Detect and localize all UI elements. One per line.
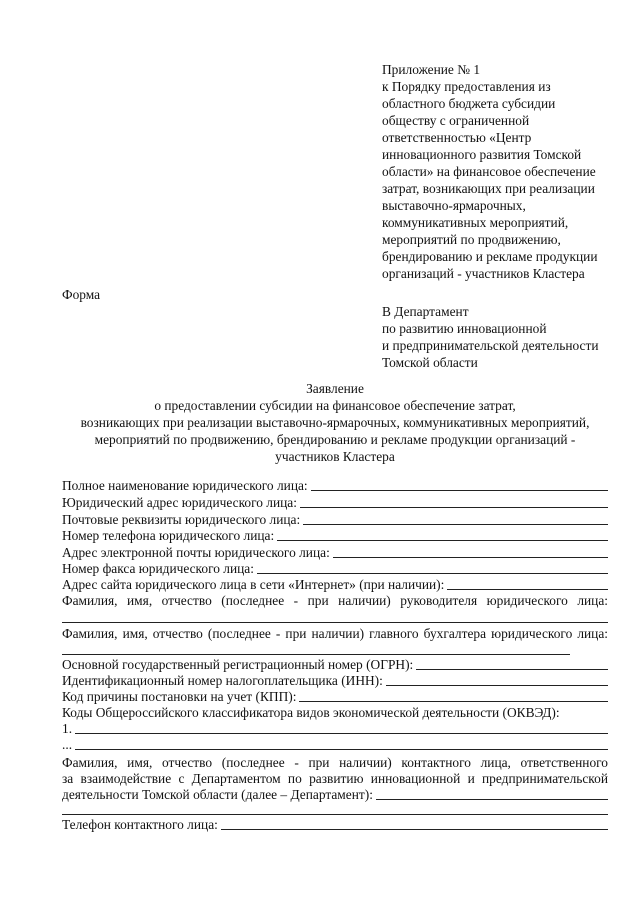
addressee-line: Томской области [382,355,478,370]
appendix-line: инновационного развития Томской [382,147,582,162]
appendix-line: обществу с ограниченной [382,113,530,128]
legal-address-label: Юридический адрес юридического лица: [62,495,297,510]
fax-field[interactable] [62,561,608,577]
okved-item-more-line[interactable] [75,749,608,750]
kpp-line[interactable] [299,701,608,702]
title-line: о предоставлении субсидии на финансовое обеспечение затрат, [154,398,516,413]
okved-item-1-label: 1. [62,721,73,736]
kpp-label: Код причины постановки на учет (КПП): [62,689,297,704]
head-name-label: Фамилия, имя, отчество (последнее - при наличии) руководителя юридического лица: [62,593,608,608]
ogrn-line[interactable] [416,669,608,670]
ogrn-field[interactable] [62,657,608,673]
appendix-line: ответственностью «Центр [382,130,532,145]
appendix-line: области» на финансовое обеспечение [382,164,596,179]
title-line: участников Кластера [275,449,395,464]
website-field[interactable] [62,577,608,593]
full-name-label: Полное наименование юридического лица: [62,478,308,493]
phone-line[interactable] [277,540,608,541]
contact-phone-line[interactable] [221,829,608,830]
contact-text-line-3: деятельности Томской области (далее – Департамент): [62,787,373,802]
appendix-line: затрат, возникающих при реализации [382,181,595,196]
inn-label: Идентификационный номер налогоплательщика (ИНН): [62,673,383,688]
contact-name-extra-line[interactable] [62,814,608,815]
email-label: Адрес электронной почты юридического лица: [62,545,330,560]
addressee-line: и предпринимательской деятельности [382,338,599,353]
legal-address-line[interactable] [300,507,608,508]
full-name-line[interactable] [311,490,608,491]
kpp-field[interactable] [62,689,608,705]
website-label: Адрес сайта юридического лица в сети «Интернет» (при наличии): [62,577,445,592]
okved-item-1-field[interactable] [62,721,608,737]
postal-details-label: Почтовые реквизиты юридического лица: [62,512,301,527]
fax-line[interactable] [257,573,608,574]
okved-heading: Коды Общероссийского классификатора видов экономической деятельности (ОКВЭД): [62,705,560,720]
fax-label: Номер факса юридического лица: [62,561,254,576]
title-line: возникающих при реализации выставочно-ярмарочных, коммуникативных мероприятий, [80,415,590,430]
addressee-line: В Департамент [382,304,469,319]
form-label: Форма [62,287,101,302]
appendix-line: организаций - участников Кластера [382,266,585,281]
inn-field[interactable] [62,673,608,689]
website-line[interactable] [447,589,608,590]
okved-item-more-field[interactable] [62,737,608,753]
head-name-line[interactable] [62,622,608,623]
okved-item-more-label: ... [62,737,73,752]
phone-field[interactable] [62,528,608,544]
title-line: Заявление [306,381,364,396]
ogrn-label: Основной государственный регистрационный номер (ОГРН): [62,657,414,672]
appendix-line: выставочно-ярмарочных, [382,198,526,213]
full-name-field[interactable] [62,478,608,494]
phone-label: Номер телефона юридического лица: [62,528,275,543]
contact-phone-field[interactable] [62,817,608,833]
appendix-line: коммуникативных мероприятий, [382,215,569,230]
title-line: мероприятий по продвижению, брендированию и рекламе продукции организаций - [94,432,576,447]
appendix-line: брендированию и рекламе продукции [382,249,598,264]
legal-address-field[interactable] [62,495,608,511]
accountant-name-label: Фамилия, имя, отчество (последнее - при наличии) главного бухгалтера юридического лица: [62,626,608,641]
contact-name-field[interactable] [62,787,608,803]
contact-name-line[interactable] [376,799,608,800]
postal-details-field[interactable] [62,512,608,528]
okved-item-1-line[interactable] [75,733,608,734]
contact-phone-label: Телефон контактного лица: [62,817,218,832]
email-field[interactable] [62,545,608,561]
email-line[interactable] [333,557,608,558]
inn-line[interactable] [386,685,608,686]
accountant-name-line[interactable] [62,654,570,655]
appendix-line: Приложение № 1 [382,62,481,77]
addressee-line: по развитию инновационной [382,321,547,336]
contact-text-line-1: Фамилия, имя, отчество (последнее - при наличии) контактного лица, ответственного [62,755,608,770]
postal-details-line[interactable] [303,524,608,525]
appendix-line: мероприятий по продвижению, [382,232,561,247]
contact-text-line-2: за взаимодействие с Департаментом по развитию инновационной и предпринимательской [62,771,608,786]
appendix-line: к Порядку предоставления из [382,79,551,94]
appendix-line: областного бюджета субсидии [382,96,556,111]
